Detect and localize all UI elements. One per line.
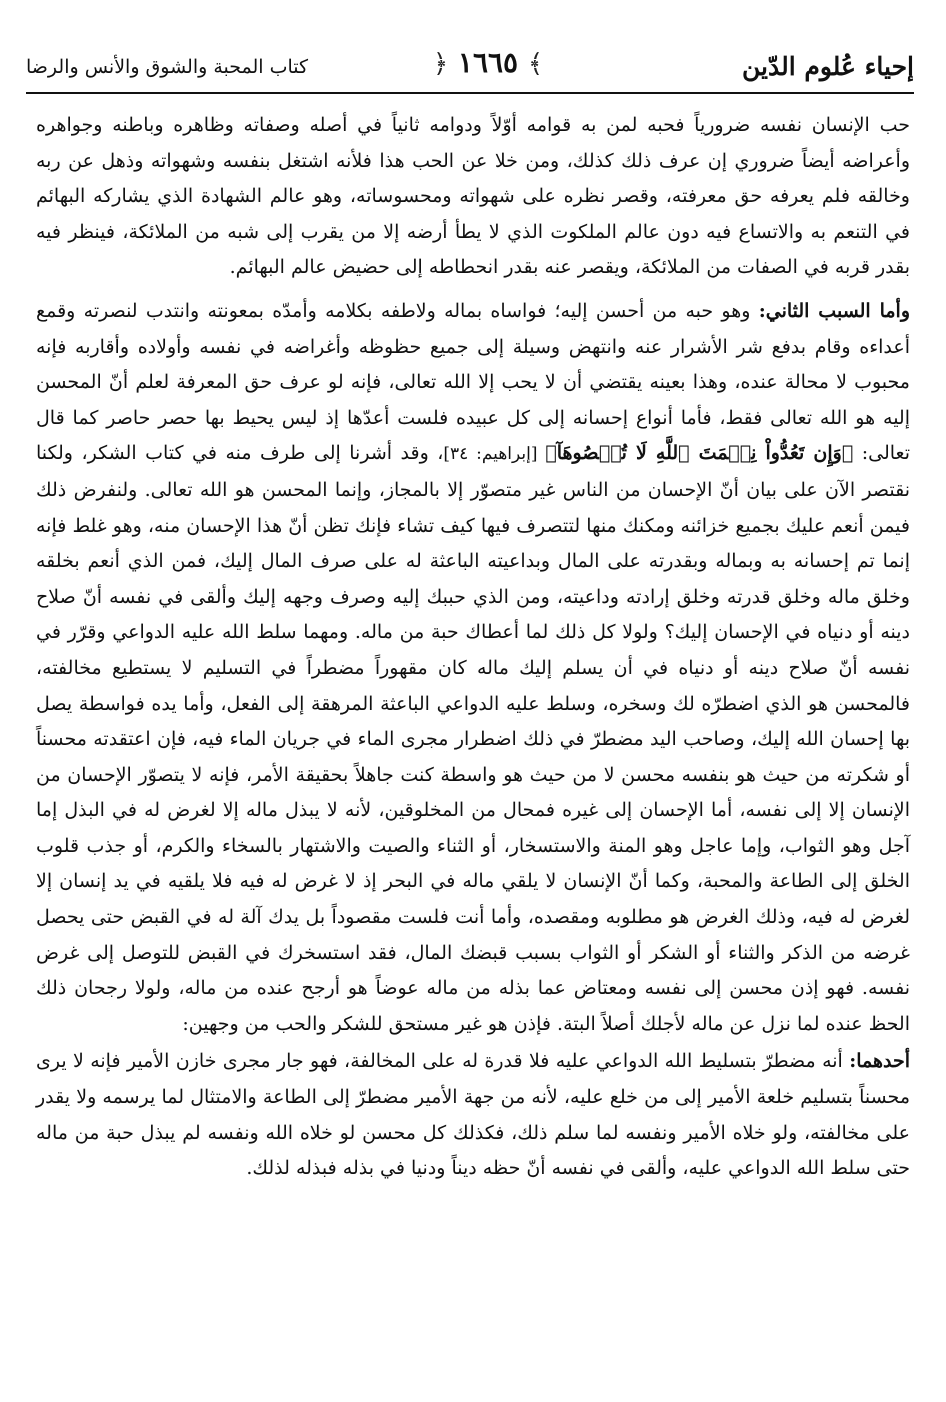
quran-verse: ﴿وَإِن تَعُدُّواْ نِعۡمَتَ ٱللَّهِ لَا تُحۡصُوهَآ﴾ (545, 442, 854, 465)
body-text (36, 108, 910, 1189)
paragraph-1: حب الإنسان نفسه ضرورياً فحبه لمن به قوامه أوّلاً ودوامه ثانياً في أصله وصفاته وظاهره وباطنه وجواهره وأعراضه أيضاً ضروري إن عرف ذلك كذلك، ومن خلا عن الحب هذا فلأنه اشتغل بنفسه وشهواته وذهل عن ربه وخالقه فلم يعرفه حق معرفته، وقصر نظره على شهواته ومحسوساته، وهو عالم الشهادة الذي يشاركه البهائم في التنعم به والاتساع فيه دون عالم الملكوت الذي لا يطأ أرضه إلا من يقرب إلى شبه من الملائكة، فينظر فيه بقدر قربه في الصفات من الملائكة، ويقصر عنه بقدر انحطاطه إلى حضيض عالم البهائم. (36, 114, 911, 279)
page-number-block (418, 46, 558, 79)
paragraph-2-text-a: وهو حبه من أحسن إليه؛ فواساه بماله ولاطفه بكلامه وأمدّه بمعونته وانتدب لنصرته وقمع أعداءه وقام بدفع شر الأشرار عنه وانتهض وسيلة إلى جميع حظوظه وأغراضه في نفسه وأولاده وأقاربه فإنه محبوب لا محالة عنده، وهذا بعينه يقتضي أن لا يحب إلا الله تعالى، فإنه لو عرف حق المعرفة لعلم أنّ المحسن إليه هو الله تعالى فقط، فأما أنواع إحسانه إلى كل عبيده فلست أعدّها إذ ليس يحيط بها حصر حاصر كما قال تعالى: (36, 299, 911, 465)
verse-citation: [إبراهيم: ٣٤] (443, 444, 546, 465)
page-number: ١٦٦٥ (457, 46, 519, 79)
paragraph-2-lead: وأما السبب الثاني: (758, 299, 910, 322)
header-rule (26, 92, 914, 94)
paragraph-3 (36, 1044, 910, 1186)
paragraph-3-text: أنه مضطرّ بتسليط الله الدواعي عليه فلا قدرة له على المخالفة، فهو جار مجرى خازن الأمير فإنه لا يرى محسناً بتسليم خلعة الأمير إلى من خلع عليه، لأنه من جهة الأمير مضطرّ إلى الطاعة والامتثال لما يرسمه ولا يقدر على مخالفته، ولو خلاه الأمير ونفسه لما سلم ذلك، فكذلك كل محسن لو خلاه الله ونفسه لم يبذل حبة من ماله حتى سلط الله الدواعي عليه، وألقى في نفسه أنّ حظه ديناً ودنيا في بذله فبذله لذلك. (36, 1050, 910, 1180)
book-title: إحياء عُلوم الدّين (742, 52, 914, 81)
paragraph-3-lead: أحدهما: (849, 1050, 910, 1073)
ornament-left-icon: ﴿ (432, 49, 449, 79)
running-header (26, 40, 914, 90)
paragraph-2-text-b: ، وقد أشرنا إلى طرف منه في كتاب الشكر، ولكنا نقتصر الآن على بيان أنّ الإحسان من الناس غير متصوّر إلا بالمجاز، وإنما المحسن هو الله تعالى. ولنفرض ذلك فيمن أنعم عليك بجميع خزائنه ومكنك منها لتتصرف فيها كيف تشاء فإنك تظن أنّ هذا الإحسان منه، وهو غلط فإنه إنما تم إحسانه به وبماله وبقدرته على المال وبداعيته الباعثة له على صرف المال إليك، فمن الذي أنعم بخلقه وخلق ماله وخلق قدرته وخلق إرادته وداعيته، ومن الذي حببك إليه وصرف وجهه إليك وألقى في نفسه أنّ صلاح دينه أو دنياه في الإحسان إليك؟ ولولا كل ذلك لما أعطاك حبة من ماله. ومهما سلط الله عليه الدواعي وقرّر في نفسه أنّ صلاح دينه أو دنياه في أن يسلم إليك ماله كان مقهوراً مضطراً في التسليم لا يستطيع مخالفته، فالمحسن هو الذي اضطرّه لك وسخره، وسلط عليه الدواعي الباعثة المرهقة إلى الفعل، وأما يده فواسطة يصل بها إحسان الله إليك، وصاحب اليد مضطرّ في ذلك اضطرار مجرى الماء في جريان الماء فيه، فإن اعتقدته محسناً أو شكرته من حيث هو بنفسه محسن لا من حيث هو واسطة كنت جاهلاً بحقيقة الأمر، فإنه لا يتصوّر الإحسان من الإنسان إلا إلى نفسه، أما الإحسان إلى غيره فمحال من المخلوقين، لأنه لا يبذل ماله إلا لغرض له في البذل إما آجل وهو الثواب، وإما عاجل وهو المنة والاستسخار، أو الثناء والصيت والاشتهار بالسخاء والكرم، أو جذب قلوب الخلق إلى الطاعة والمحبة، وكما أنّ الإنسان لا يلقي ماله في البحر إذ لا غرض له فيه فلا يلقيه في يد إنسان إلا لغرض له فيه، وذلك الغرض هو مطلوبه ومقصده، وأما أنت فلست مقصوداً بل يدك آلة له في القبض حتى يحصل غرضه من الذكر والثناء أو الشكر أو الثواب بسبب قبضك المال، فقد استسخرك في القبض للتوصل إلى غرض نفسه. فهو إذن محسن إلى نفسه ومعتاض عما بذله من ماله عوضاً هو أرجح عنده من ماله، ولولا رجحان ذلك الحظ عنده لما نزل عن ماله لأجلك أصلاً البتة. فإذن هو غير مستحق للشكر والحب من وجهين: (36, 442, 910, 1035)
chapter-title: كتاب المحبة والشوق والأنس والرضا (26, 56, 309, 78)
paragraph-2 (36, 294, 910, 1042)
ornament-right-icon: ﴾ (527, 49, 544, 79)
